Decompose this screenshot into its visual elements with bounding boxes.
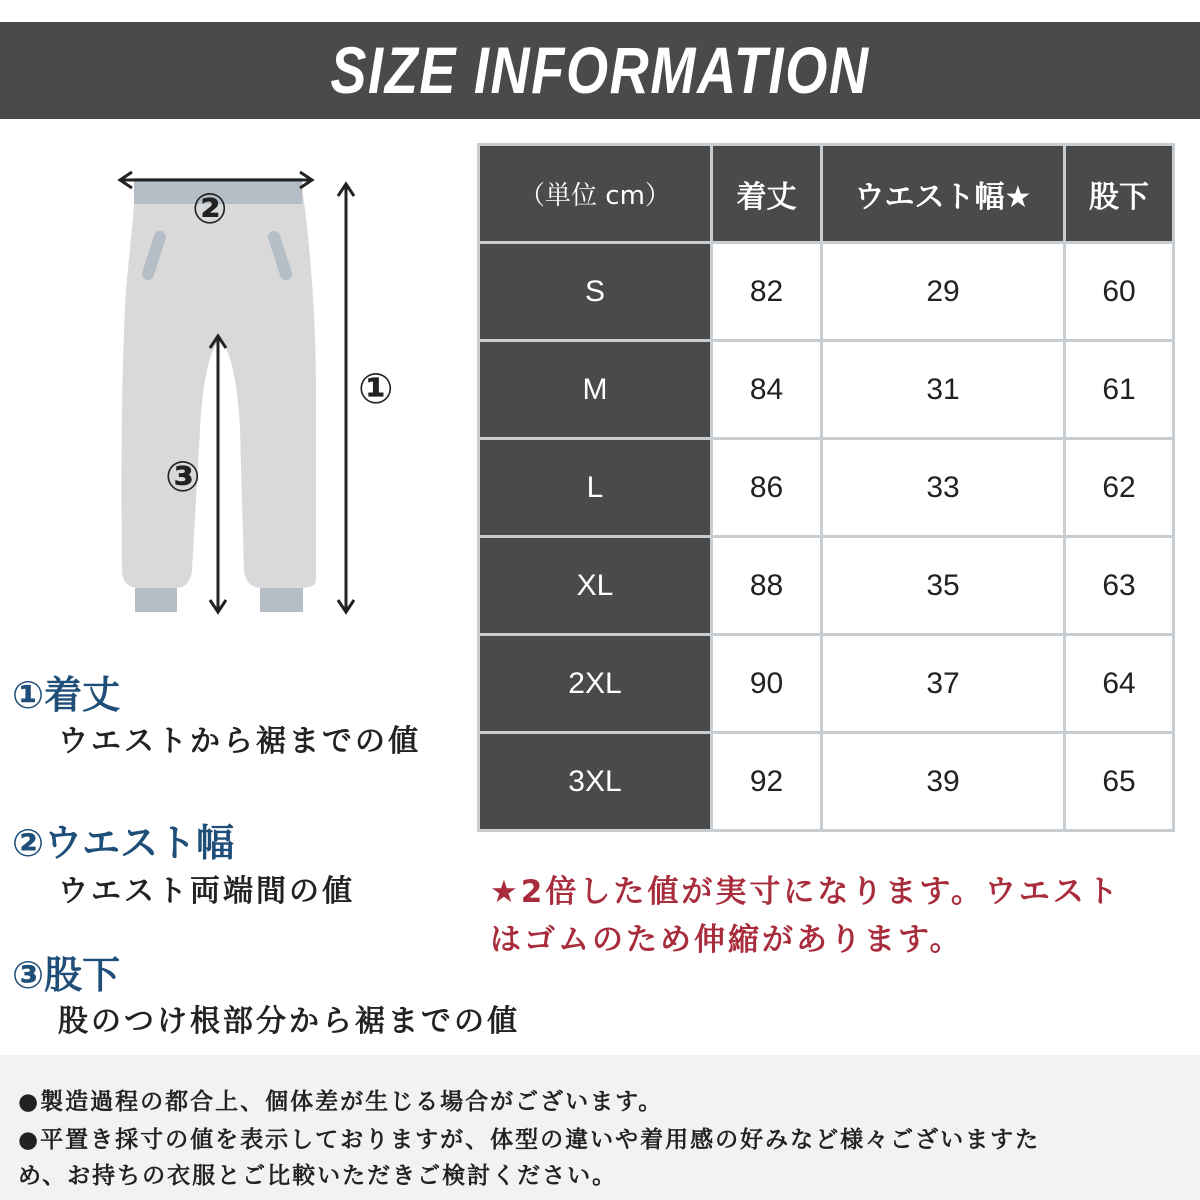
footer-line-3: め、お持ちの衣服とご比較いただきご検討ください。: [18, 1163, 618, 1189]
length-value: 82: [712, 243, 822, 341]
marker-3: ③: [165, 452, 201, 501]
waist-value: 37: [822, 635, 1065, 733]
marker-1: ①: [358, 364, 394, 413]
title-banner: [0, 22, 1200, 119]
length-value: 86: [712, 439, 822, 537]
waist-note: [490, 868, 1180, 964]
legend-inseam-desc: 股のつけ根部分から裾までの値: [58, 1004, 520, 1039]
inseam-value: 63: [1065, 537, 1174, 635]
size-label: S: [479, 243, 712, 341]
table-row: [479, 243, 1174, 341]
length-value: 90: [712, 635, 822, 733]
length-value: 88: [712, 537, 822, 635]
size-label: 3XL: [479, 733, 712, 831]
note-line-2: はゴムのため伸縮があります。: [490, 922, 964, 958]
waist-value: 39: [822, 733, 1065, 831]
page-title: SIZE INFORMATION: [330, 33, 870, 107]
pants-illustration: [0, 140, 470, 640]
length-header: 着丈: [712, 145, 822, 243]
legend-length-title: ①着丈: [12, 673, 121, 717]
pants-diagram: [0, 140, 470, 640]
inseam-value: 61: [1065, 341, 1174, 439]
legend-length-desc: ウエストから裾までの値: [58, 724, 421, 759]
left-cuff: [135, 588, 177, 612]
length-value: 92: [712, 733, 822, 831]
legend-waist-desc: ウエスト両端間の値: [58, 874, 355, 909]
legend-inseam-title: ③股下: [12, 953, 121, 997]
table-row: [479, 341, 1174, 439]
length-value: 84: [712, 341, 822, 439]
waist-value: 29: [822, 243, 1065, 341]
inseam-value: 65: [1065, 733, 1174, 831]
waist-value: 35: [822, 537, 1065, 635]
size-label: XL: [479, 537, 712, 635]
right-cuff: [260, 588, 303, 612]
footer-line-2: ●平置き採寸の値を表示しておりますが、体型の違いや着用感の好みなど様々ございますた: [18, 1127, 1041, 1153]
inseam-header: 股下: [1065, 145, 1174, 243]
unit-header: （単位 cm）: [479, 145, 712, 243]
footer-notes: [0, 1055, 1200, 1200]
table-header-row: [479, 145, 1174, 243]
waist-value: 31: [822, 341, 1065, 439]
inseam-value: 62: [1065, 439, 1174, 537]
size-table: [477, 143, 1175, 832]
size-label: M: [479, 341, 712, 439]
waist-header: ウエスト幅★: [822, 145, 1065, 243]
waist-value: 33: [822, 439, 1065, 537]
legend-waist-title: ②ウエスト幅: [12, 821, 235, 865]
inseam-value: 60: [1065, 243, 1174, 341]
size-label: L: [479, 439, 712, 537]
marker-2: ②: [192, 184, 228, 233]
table-row: [479, 537, 1174, 635]
table-row: [479, 439, 1174, 537]
note-line-1: ★2倍した値が実寸になります。ウエスト: [490, 874, 1121, 910]
footer-line-1: ●製造過程の都合上、個体差が生じる場合がございます。: [18, 1089, 664, 1115]
table-row: [479, 733, 1174, 831]
size-label: 2XL: [479, 635, 712, 733]
inseam-value: 64: [1065, 635, 1174, 733]
table-row: [479, 635, 1174, 733]
